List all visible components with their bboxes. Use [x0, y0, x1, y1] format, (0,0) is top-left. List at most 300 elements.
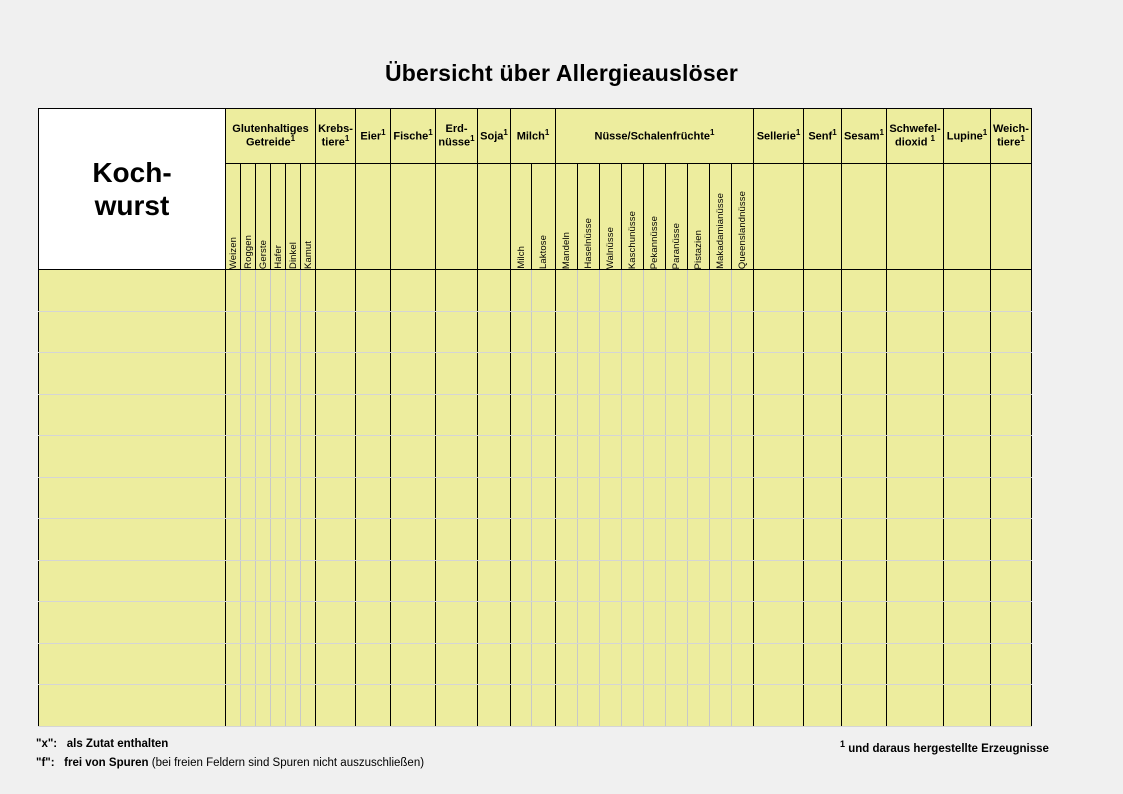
- allergen-cell[interactable]: [842, 353, 887, 395]
- allergen-cell[interactable]: [600, 643, 622, 685]
- allergen-cell[interactable]: [644, 643, 666, 685]
- row-product-cell[interactable]: [39, 519, 226, 561]
- allergen-cell[interactable]: [842, 436, 887, 478]
- allergen-cell[interactable]: [532, 477, 556, 519]
- allergen-cell[interactable]: [732, 685, 754, 727]
- allergen-cell[interactable]: [842, 643, 887, 685]
- allergen-cell[interactable]: [600, 353, 622, 395]
- allergen-cell[interactable]: [556, 270, 578, 312]
- row-product-cell[interactable]: [39, 436, 226, 478]
- allergen-cell[interactable]: [226, 270, 241, 312]
- allergen-cell[interactable]: [256, 560, 271, 602]
- allergen-cell[interactable]: [286, 394, 301, 436]
- allergen-cell[interactable]: [622, 394, 644, 436]
- allergen-cell[interactable]: [241, 685, 256, 727]
- allergen-cell[interactable]: [887, 270, 944, 312]
- allergen-cell[interactable]: [688, 436, 710, 478]
- allergen-cell[interactable]: [256, 602, 271, 644]
- row-product-cell[interactable]: [39, 643, 226, 685]
- allergen-cell[interactable]: [666, 270, 688, 312]
- allergen-cell[interactable]: [356, 477, 391, 519]
- allergen-cell[interactable]: [842, 560, 887, 602]
- allergen-cell[interactable]: [256, 519, 271, 561]
- allergen-cell[interactable]: [600, 311, 622, 353]
- allergen-cell[interactable]: [286, 643, 301, 685]
- allergen-cell[interactable]: [356, 560, 391, 602]
- allergen-cell[interactable]: [241, 477, 256, 519]
- allergen-cell[interactable]: [226, 477, 241, 519]
- allergen-cell[interactable]: [256, 311, 271, 353]
- allergen-cell[interactable]: [804, 643, 842, 685]
- allergen-cell[interactable]: [944, 643, 991, 685]
- allergen-cell[interactable]: [842, 394, 887, 436]
- allergen-cell[interactable]: [600, 685, 622, 727]
- allergen-cell[interactable]: [532, 436, 556, 478]
- allergen-cell[interactable]: [226, 353, 241, 395]
- allergen-cell[interactable]: [710, 643, 732, 685]
- allergen-cell[interactable]: [241, 394, 256, 436]
- allergen-cell[interactable]: [644, 519, 666, 561]
- allergen-cell[interactable]: [754, 477, 804, 519]
- allergen-cell[interactable]: [887, 394, 944, 436]
- allergen-cell[interactable]: [256, 477, 271, 519]
- allergen-cell[interactable]: [991, 519, 1032, 561]
- allergen-cell[interactable]: [316, 643, 356, 685]
- allergen-cell[interactable]: [842, 477, 887, 519]
- allergen-cell[interactable]: [887, 685, 944, 727]
- allergen-cell[interactable]: [316, 270, 356, 312]
- allergen-cell[interactable]: [842, 685, 887, 727]
- allergen-cell[interactable]: [478, 270, 511, 312]
- allergen-cell[interactable]: [301, 685, 316, 727]
- allergen-cell[interactable]: [578, 270, 600, 312]
- allergen-cell[interactable]: [286, 477, 301, 519]
- allergen-cell[interactable]: [271, 436, 286, 478]
- allergen-cell[interactable]: [887, 311, 944, 353]
- allergen-cell[interactable]: [226, 685, 241, 727]
- allergen-cell[interactable]: [301, 270, 316, 312]
- allergen-cell[interactable]: [688, 602, 710, 644]
- allergen-cell[interactable]: [478, 519, 511, 561]
- allergen-cell[interactable]: [944, 353, 991, 395]
- allergen-cell[interactable]: [511, 477, 532, 519]
- allergen-cell[interactable]: [754, 685, 804, 727]
- allergen-cell[interactable]: [532, 685, 556, 727]
- allergen-cell[interactable]: [356, 353, 391, 395]
- allergen-cell[interactable]: [842, 519, 887, 561]
- allergen-cell[interactable]: [556, 643, 578, 685]
- allergen-cell[interactable]: [436, 477, 478, 519]
- allergen-cell[interactable]: [754, 643, 804, 685]
- allergen-cell[interactable]: [316, 685, 356, 727]
- allergen-cell[interactable]: [556, 519, 578, 561]
- allergen-cell[interactable]: [622, 602, 644, 644]
- allergen-cell[interactable]: [666, 311, 688, 353]
- allergen-cell[interactable]: [666, 519, 688, 561]
- allergen-cell[interactable]: [644, 270, 666, 312]
- row-product-cell[interactable]: [39, 477, 226, 519]
- allergen-cell[interactable]: [710, 602, 732, 644]
- allergen-cell[interactable]: [644, 311, 666, 353]
- allergen-cell[interactable]: [600, 270, 622, 312]
- row-product-cell[interactable]: [39, 602, 226, 644]
- allergen-cell[interactable]: [944, 311, 991, 353]
- allergen-cell[interactable]: [316, 353, 356, 395]
- allergen-cell[interactable]: [241, 643, 256, 685]
- allergen-cell[interactable]: [887, 436, 944, 478]
- allergen-cell[interactable]: [556, 602, 578, 644]
- allergen-cell[interactable]: [286, 311, 301, 353]
- allergen-cell[interactable]: [478, 353, 511, 395]
- allergen-cell[interactable]: [622, 477, 644, 519]
- allergen-cell[interactable]: [436, 643, 478, 685]
- allergen-cell[interactable]: [754, 270, 804, 312]
- allergen-cell[interactable]: [356, 602, 391, 644]
- allergen-cell[interactable]: [391, 685, 436, 727]
- allergen-cell[interactable]: [754, 394, 804, 436]
- allergen-cell[interactable]: [710, 353, 732, 395]
- allergen-cell[interactable]: [301, 560, 316, 602]
- allergen-cell[interactable]: [944, 519, 991, 561]
- allergen-cell[interactable]: [391, 477, 436, 519]
- allergen-cell[interactable]: [944, 560, 991, 602]
- allergen-cell[interactable]: [666, 477, 688, 519]
- allergen-cell[interactable]: [644, 394, 666, 436]
- allergen-cell[interactable]: [226, 560, 241, 602]
- allergen-cell[interactable]: [356, 394, 391, 436]
- allergen-cell[interactable]: [286, 353, 301, 395]
- allergen-cell[interactable]: [241, 353, 256, 395]
- allergen-cell[interactable]: [478, 311, 511, 353]
- allergen-cell[interactable]: [991, 311, 1032, 353]
- allergen-cell[interactable]: [688, 560, 710, 602]
- allergen-cell[interactable]: [391, 394, 436, 436]
- allergen-cell[interactable]: [532, 353, 556, 395]
- allergen-cell[interactable]: [532, 560, 556, 602]
- allergen-cell[interactable]: [688, 311, 710, 353]
- allergen-cell[interactable]: [316, 560, 356, 602]
- allergen-cell[interactable]: [226, 602, 241, 644]
- allergen-cell[interactable]: [804, 394, 842, 436]
- allergen-cell[interactable]: [241, 602, 256, 644]
- allergen-cell[interactable]: [732, 643, 754, 685]
- allergen-cell[interactable]: [286, 519, 301, 561]
- allergen-cell[interactable]: [256, 643, 271, 685]
- allergen-cell[interactable]: [804, 477, 842, 519]
- allergen-cell[interactable]: [511, 519, 532, 561]
- allergen-cell[interactable]: [241, 560, 256, 602]
- allergen-cell[interactable]: [316, 394, 356, 436]
- allergen-cell[interactable]: [356, 519, 391, 561]
- allergen-cell[interactable]: [732, 560, 754, 602]
- allergen-cell[interactable]: [556, 394, 578, 436]
- row-product-cell[interactable]: [39, 270, 226, 312]
- allergen-cell[interactable]: [478, 436, 511, 478]
- row-product-cell[interactable]: [39, 685, 226, 727]
- allergen-cell[interactable]: [944, 685, 991, 727]
- allergen-cell[interactable]: [991, 477, 1032, 519]
- allergen-cell[interactable]: [754, 602, 804, 644]
- allergen-cell[interactable]: [511, 602, 532, 644]
- row-product-cell[interactable]: [39, 353, 226, 395]
- allergen-cell[interactable]: [391, 560, 436, 602]
- allergen-cell[interactable]: [256, 436, 271, 478]
- allergen-cell[interactable]: [644, 477, 666, 519]
- allergen-cell[interactable]: [226, 643, 241, 685]
- allergen-cell[interactable]: [842, 311, 887, 353]
- allergen-cell[interactable]: [600, 436, 622, 478]
- row-product-cell[interactable]: [39, 311, 226, 353]
- allergen-cell[interactable]: [732, 394, 754, 436]
- allergen-cell[interactable]: [666, 560, 688, 602]
- allergen-cell[interactable]: [578, 685, 600, 727]
- allergen-cell[interactable]: [556, 436, 578, 478]
- allergen-cell[interactable]: [991, 353, 1032, 395]
- allergen-cell[interactable]: [271, 602, 286, 644]
- allergen-cell[interactable]: [271, 477, 286, 519]
- allergen-cell[interactable]: [804, 602, 842, 644]
- allergen-cell[interactable]: [754, 560, 804, 602]
- allergen-cell[interactable]: [622, 560, 644, 602]
- allergen-cell[interactable]: [271, 311, 286, 353]
- allergen-cell[interactable]: [644, 353, 666, 395]
- allergen-cell[interactable]: [688, 353, 710, 395]
- allergen-cell[interactable]: [301, 394, 316, 436]
- allergen-cell[interactable]: [622, 436, 644, 478]
- allergen-cell[interactable]: [241, 270, 256, 312]
- allergen-cell[interactable]: [887, 560, 944, 602]
- allergen-cell[interactable]: [436, 602, 478, 644]
- allergen-cell[interactable]: [578, 311, 600, 353]
- allergen-cell[interactable]: [666, 436, 688, 478]
- allergen-cell[interactable]: [478, 394, 511, 436]
- allergen-cell[interactable]: [688, 643, 710, 685]
- allergen-cell[interactable]: [666, 394, 688, 436]
- allergen-cell[interactable]: [271, 519, 286, 561]
- allergen-cell[interactable]: [991, 270, 1032, 312]
- allergen-cell[interactable]: [578, 643, 600, 685]
- allergen-cell[interactable]: [622, 519, 644, 561]
- allergen-cell[interactable]: [622, 643, 644, 685]
- allergen-cell[interactable]: [600, 394, 622, 436]
- allergen-cell[interactable]: [754, 519, 804, 561]
- allergen-cell[interactable]: [316, 519, 356, 561]
- allergen-cell[interactable]: [532, 270, 556, 312]
- allergen-cell[interactable]: [301, 519, 316, 561]
- allergen-cell[interactable]: [887, 602, 944, 644]
- allergen-cell[interactable]: [578, 519, 600, 561]
- allergen-cell[interactable]: [256, 685, 271, 727]
- allergen-cell[interactable]: [578, 394, 600, 436]
- allergen-cell[interactable]: [578, 436, 600, 478]
- allergen-cell[interactable]: [316, 477, 356, 519]
- allergen-cell[interactable]: [226, 519, 241, 561]
- allergen-cell[interactable]: [356, 270, 391, 312]
- allergen-cell[interactable]: [391, 270, 436, 312]
- allergen-cell[interactable]: [804, 560, 842, 602]
- allergen-cell[interactable]: [666, 353, 688, 395]
- allergen-cell[interactable]: [842, 270, 887, 312]
- allergen-cell[interactable]: [301, 311, 316, 353]
- allergen-cell[interactable]: [478, 560, 511, 602]
- allergen-cell[interactable]: [511, 270, 532, 312]
- allergen-cell[interactable]: [316, 436, 356, 478]
- allergen-cell[interactable]: [688, 519, 710, 561]
- allergen-cell[interactable]: [578, 477, 600, 519]
- allergen-cell[interactable]: [316, 311, 356, 353]
- allergen-cell[interactable]: [666, 643, 688, 685]
- allergen-cell[interactable]: [732, 477, 754, 519]
- allergen-cell[interactable]: [478, 477, 511, 519]
- allergen-cell[interactable]: [316, 602, 356, 644]
- allergen-cell[interactable]: [842, 602, 887, 644]
- row-product-cell[interactable]: [39, 560, 226, 602]
- allergen-cell[interactable]: [944, 394, 991, 436]
- allergen-cell[interactable]: [286, 270, 301, 312]
- allergen-cell[interactable]: [256, 270, 271, 312]
- allergen-cell[interactable]: [804, 353, 842, 395]
- allergen-cell[interactable]: [644, 436, 666, 478]
- allergen-cell[interactable]: [991, 560, 1032, 602]
- allergen-cell[interactable]: [644, 560, 666, 602]
- allergen-cell[interactable]: [944, 477, 991, 519]
- allergen-cell[interactable]: [991, 394, 1032, 436]
- allergen-cell[interactable]: [241, 436, 256, 478]
- allergen-cell[interactable]: [578, 353, 600, 395]
- allergen-cell[interactable]: [666, 685, 688, 727]
- allergen-cell[interactable]: [622, 353, 644, 395]
- allergen-cell[interactable]: [356, 643, 391, 685]
- allergen-cell[interactable]: [710, 436, 732, 478]
- allergen-cell[interactable]: [887, 353, 944, 395]
- allergen-cell[interactable]: [578, 560, 600, 602]
- allergen-cell[interactable]: [256, 394, 271, 436]
- allergen-cell[interactable]: [532, 311, 556, 353]
- allergen-cell[interactable]: [754, 311, 804, 353]
- allergen-cell[interactable]: [944, 270, 991, 312]
- allergen-cell[interactable]: [436, 519, 478, 561]
- allergen-cell[interactable]: [511, 311, 532, 353]
- allergen-cell[interactable]: [600, 519, 622, 561]
- allergen-cell[interactable]: [732, 270, 754, 312]
- allergen-cell[interactable]: [732, 311, 754, 353]
- allergen-cell[interactable]: [436, 270, 478, 312]
- allergen-cell[interactable]: [286, 602, 301, 644]
- allergen-cell[interactable]: [556, 477, 578, 519]
- allergen-cell[interactable]: [301, 353, 316, 395]
- allergen-cell[interactable]: [688, 477, 710, 519]
- allergen-cell[interactable]: [478, 685, 511, 727]
- allergen-cell[interactable]: [710, 477, 732, 519]
- allergen-cell[interactable]: [286, 560, 301, 602]
- allergen-cell[interactable]: [478, 602, 511, 644]
- allergen-cell[interactable]: [944, 602, 991, 644]
- allergen-cell[interactable]: [804, 685, 842, 727]
- allergen-cell[interactable]: [301, 477, 316, 519]
- allergen-cell[interactable]: [511, 560, 532, 602]
- allergen-cell[interactable]: [944, 436, 991, 478]
- allergen-cell[interactable]: [644, 602, 666, 644]
- allergen-cell[interactable]: [622, 311, 644, 353]
- allergen-cell[interactable]: [578, 602, 600, 644]
- allergen-cell[interactable]: [556, 560, 578, 602]
- allergen-cell[interactable]: [532, 394, 556, 436]
- allergen-cell[interactable]: [887, 519, 944, 561]
- allergen-cell[interactable]: [991, 685, 1032, 727]
- allergen-cell[interactable]: [436, 436, 478, 478]
- allergen-cell[interactable]: [556, 311, 578, 353]
- allergen-cell[interactable]: [532, 602, 556, 644]
- allergen-cell[interactable]: [478, 643, 511, 685]
- allergen-cell[interactable]: [710, 560, 732, 602]
- allergen-cell[interactable]: [256, 353, 271, 395]
- allergen-cell[interactable]: [600, 477, 622, 519]
- allergen-cell[interactable]: [804, 436, 842, 478]
- allergen-cell[interactable]: [226, 394, 241, 436]
- allergen-cell[interactable]: [622, 685, 644, 727]
- allergen-cell[interactable]: [600, 602, 622, 644]
- allergen-cell[interactable]: [226, 436, 241, 478]
- allergen-cell[interactable]: [732, 602, 754, 644]
- allergen-cell[interactable]: [710, 685, 732, 727]
- allergen-cell[interactable]: [600, 560, 622, 602]
- allergen-cell[interactable]: [556, 353, 578, 395]
- allergen-cell[interactable]: [511, 643, 532, 685]
- row-product-cell[interactable]: [39, 394, 226, 436]
- allergen-cell[interactable]: [436, 353, 478, 395]
- allergen-cell[interactable]: [271, 394, 286, 436]
- allergen-cell[interactable]: [732, 519, 754, 561]
- allergen-cell[interactable]: [732, 436, 754, 478]
- allergen-cell[interactable]: [286, 685, 301, 727]
- allergen-cell[interactable]: [804, 270, 842, 312]
- allergen-cell[interactable]: [991, 436, 1032, 478]
- allergen-cell[interactable]: [754, 353, 804, 395]
- allergen-cell[interactable]: [271, 353, 286, 395]
- allergen-cell[interactable]: [226, 311, 241, 353]
- allergen-cell[interactable]: [688, 270, 710, 312]
- allergen-cell[interactable]: [356, 311, 391, 353]
- allergen-cell[interactable]: [532, 519, 556, 561]
- allergen-cell[interactable]: [391, 311, 436, 353]
- allergen-cell[interactable]: [666, 602, 688, 644]
- allergen-cell[interactable]: [301, 436, 316, 478]
- allergen-cell[interactable]: [556, 685, 578, 727]
- allergen-cell[interactable]: [991, 602, 1032, 644]
- allergen-cell[interactable]: [271, 643, 286, 685]
- allergen-cell[interactable]: [356, 436, 391, 478]
- allergen-cell[interactable]: [271, 560, 286, 602]
- allergen-cell[interactable]: [391, 353, 436, 395]
- allergen-cell[interactable]: [301, 602, 316, 644]
- allergen-cell[interactable]: [732, 353, 754, 395]
- allergen-cell[interactable]: [391, 436, 436, 478]
- allergen-cell[interactable]: [271, 685, 286, 727]
- allergen-cell[interactable]: [241, 311, 256, 353]
- allergen-cell[interactable]: [241, 519, 256, 561]
- allergen-cell[interactable]: [436, 311, 478, 353]
- allergen-cell[interactable]: [644, 685, 666, 727]
- allergen-cell[interactable]: [887, 477, 944, 519]
- allergen-cell[interactable]: [391, 602, 436, 644]
- allergen-cell[interactable]: [286, 436, 301, 478]
- allergen-cell[interactable]: [532, 643, 556, 685]
- allergen-cell[interactable]: [511, 353, 532, 395]
- allergen-cell[interactable]: [710, 270, 732, 312]
- allergen-cell[interactable]: [301, 643, 316, 685]
- allergen-cell[interactable]: [622, 270, 644, 312]
- allergen-cell[interactable]: [887, 643, 944, 685]
